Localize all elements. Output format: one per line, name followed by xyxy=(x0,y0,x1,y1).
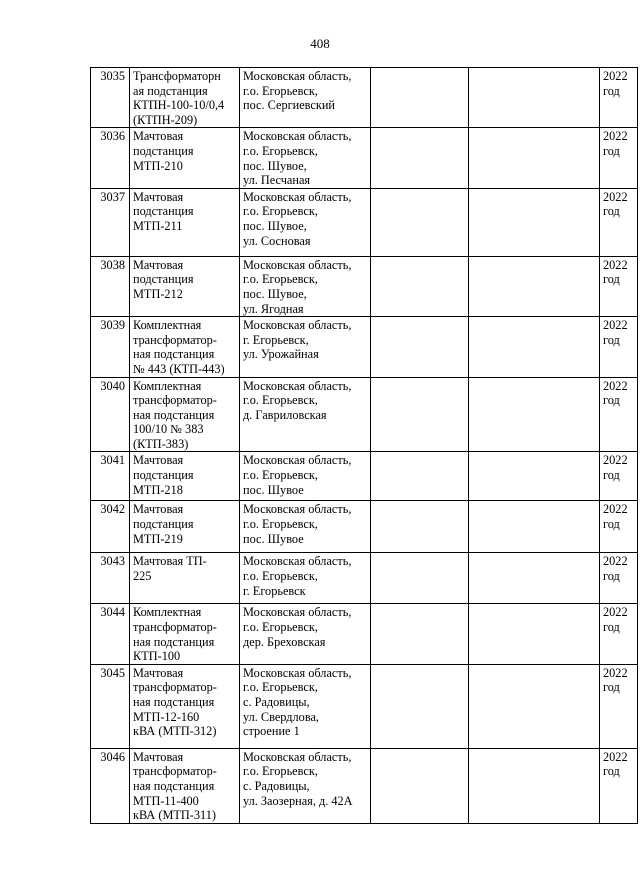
empty-cell xyxy=(469,553,600,604)
empty-cell xyxy=(371,553,469,604)
empty-cell xyxy=(469,452,600,501)
empty-cell xyxy=(469,748,600,823)
empty-cell xyxy=(469,68,600,128)
empty-cell xyxy=(371,501,469,553)
row-number-cell: 3035 xyxy=(91,68,130,128)
property-table-body xyxy=(91,68,638,824)
empty-cell xyxy=(371,188,469,256)
empty-cell xyxy=(469,664,600,748)
row-number-cell: 3045 xyxy=(91,664,130,748)
year-cell: 2022 год xyxy=(600,553,638,604)
table-row xyxy=(91,553,638,604)
table-row xyxy=(91,664,638,748)
table-row xyxy=(91,501,638,553)
empty-cell xyxy=(371,317,469,377)
address-cell: Московская область, г. Егорьевск, ул. Урожайная xyxy=(240,317,371,377)
row-number-cell: 3036 xyxy=(91,128,130,188)
object-name-cell: Мачтовая подстанция МТП-210 xyxy=(130,128,240,188)
object-name-cell: Мачтовая трансформатор- ная подстанция МТП-11-400 кВА (МТП-311) xyxy=(130,748,240,823)
empty-cell xyxy=(371,664,469,748)
object-name-cell: Комплектная трансформатор- ная подстанция КТП-100 xyxy=(130,604,240,664)
empty-cell xyxy=(371,68,469,128)
object-name-cell: Комплектная трансформатор- ная подстанция № 443 (КТП-443) xyxy=(130,317,240,377)
year-cell: 2022 год xyxy=(600,377,638,452)
address-cell: Московская область, г.о. Егорьевск, пос. Шувое, ул. Песчаная xyxy=(240,128,371,188)
table-row xyxy=(91,256,638,316)
table-row xyxy=(91,128,638,188)
year-cell: 2022 год xyxy=(600,317,638,377)
empty-cell xyxy=(371,604,469,664)
row-number-cell: 3044 xyxy=(91,604,130,664)
year-cell: 2022 год xyxy=(600,664,638,748)
object-name-cell: Трансформаторн ая подстанция КТПН-100-10/0,4 (КТПН-209) xyxy=(130,68,240,128)
object-name-cell: Мачтовая подстанция МТП-219 xyxy=(130,501,240,553)
year-cell: 2022 год xyxy=(600,256,638,316)
object-name-cell: Мачтовая подстанция МТП-218 xyxy=(130,452,240,501)
empty-cell xyxy=(469,377,600,452)
empty-cell xyxy=(371,452,469,501)
address-cell: Московская область, г.о. Егорьевск, д. Гавриловская xyxy=(240,377,371,452)
empty-cell xyxy=(469,604,600,664)
object-name-cell: Комплектная трансформатор- ная подстанция 100/10 № 383 (КТП-383) xyxy=(130,377,240,452)
table-row xyxy=(91,317,638,377)
year-cell: 2022 год xyxy=(600,128,638,188)
object-name-cell: Мачтовая подстанция МТП-212 xyxy=(130,256,240,316)
row-number-cell: 3041 xyxy=(91,452,130,501)
page-number: 408 xyxy=(310,36,330,51)
row-number-cell: 3039 xyxy=(91,317,130,377)
address-cell: Московская область, г.о. Егорьевск, г. Егорьевск xyxy=(240,553,371,604)
object-name-cell: Мачтовая подстанция МТП-211 xyxy=(130,188,240,256)
table-row xyxy=(91,68,638,128)
row-number-cell: 3042 xyxy=(91,501,130,553)
table-row xyxy=(91,377,638,452)
empty-cell xyxy=(469,256,600,316)
year-cell: 2022 год xyxy=(600,452,638,501)
row-number-cell: 3037 xyxy=(91,188,130,256)
address-cell: Московская область, г.о. Егорьевск, с. Радовицы, ул. Свердлова, строение 1 xyxy=(240,664,371,748)
year-cell: 2022 год xyxy=(600,68,638,128)
property-table xyxy=(90,67,638,824)
year-cell: 2022 год xyxy=(600,501,638,553)
row-number-cell: 3046 xyxy=(91,748,130,823)
address-cell: Московская область, г.о. Егорьевск, пос. Шувое xyxy=(240,452,371,501)
object-name-cell: Мачтовая трансформатор- ная подстанция МТП-12-160 кВА (МТП-312) xyxy=(130,664,240,748)
table-row xyxy=(91,452,638,501)
row-number-cell: 3040 xyxy=(91,377,130,452)
empty-cell xyxy=(469,317,600,377)
year-cell: 2022 год xyxy=(600,188,638,256)
row-number-cell: 3038 xyxy=(91,256,130,316)
table-row xyxy=(91,188,638,256)
row-number-cell: 3043 xyxy=(91,553,130,604)
year-cell: 2022 год xyxy=(600,604,638,664)
table-row xyxy=(91,748,638,823)
address-cell: Московская область, г.о. Егорьевск, дер. Бреховская xyxy=(240,604,371,664)
empty-cell xyxy=(371,748,469,823)
empty-cell xyxy=(469,188,600,256)
empty-cell xyxy=(469,501,600,553)
empty-cell xyxy=(371,128,469,188)
address-cell: Московская область, г.о. Егорьевск, пос. Сергиевский xyxy=(240,68,371,128)
object-name-cell: Мачтовая ТП- 225 xyxy=(130,553,240,604)
empty-cell xyxy=(371,256,469,316)
empty-cell xyxy=(371,377,469,452)
address-cell: Московская область, г.о. Егорьевск, пос. Шувое, ул. Сосновая xyxy=(240,188,371,256)
address-cell: Московская область, г.о. Егорьевск, пос. Шувое xyxy=(240,501,371,553)
address-cell: Московская область, г.о. Егорьевск, с. Радовицы, ул. Заозерная, д. 42А xyxy=(240,748,371,823)
address-cell: Московская область, г.о. Егорьевск, пос. Шувое, ул. Ягодная xyxy=(240,256,371,316)
year-cell: 2022 год xyxy=(600,748,638,823)
table-row xyxy=(91,604,638,664)
empty-cell xyxy=(469,128,600,188)
